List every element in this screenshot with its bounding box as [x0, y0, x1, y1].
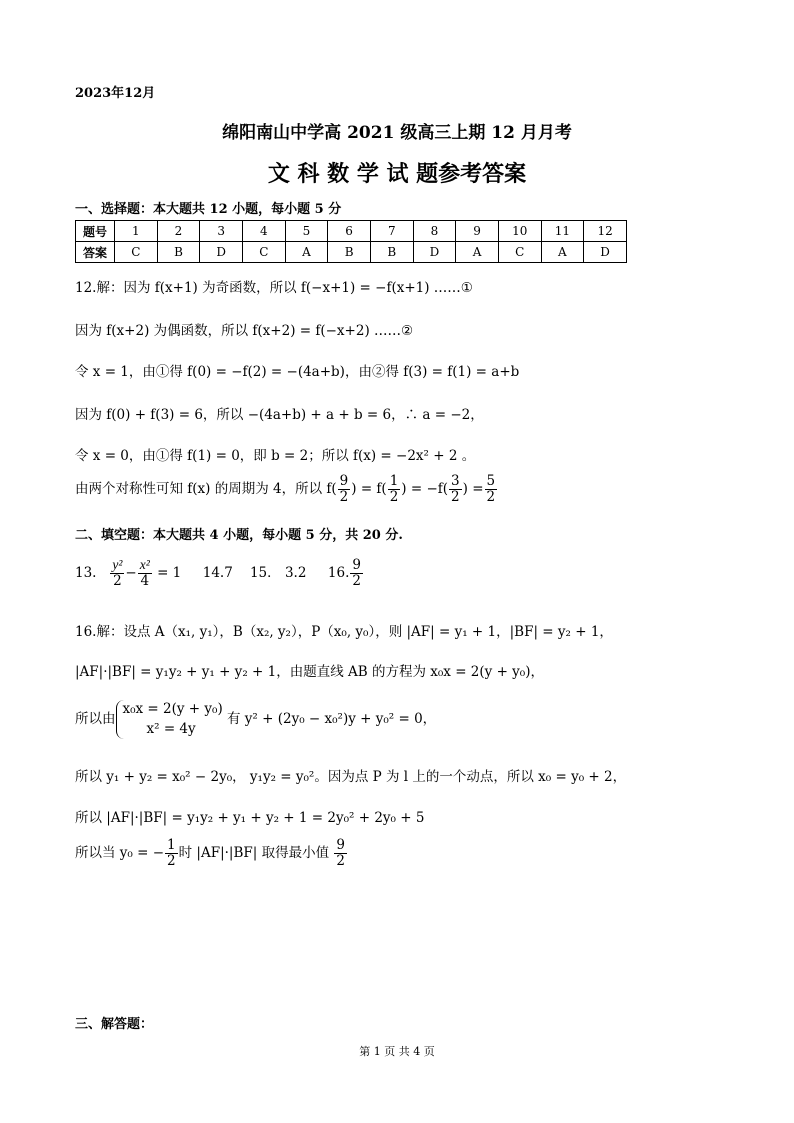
- fraction: $\frac{1}{2}$: [167, 837, 176, 869]
- q15-answer: 15． 3.2: [249, 564, 307, 581]
- answer-cell: A: [456, 242, 499, 263]
- q16-line-1: 16.解：设点 A（x₁, y₁），B（x₂, y₂），P（x₀, y₀），则 |AF| = y₁ + 1，|BF| = y₂ + 1，: [75, 624, 613, 640]
- question-number: 8: [413, 221, 456, 242]
- answer-table-number-row: [76, 221, 627, 242]
- answer-cell: B: [328, 242, 371, 263]
- answer-cell: C: [242, 242, 285, 263]
- q16-line-2: |AF|·|BF| = y₁y₂ + y₁ + y₂ + 1，由题直线 AB 的方程为 x₀x = 2(y + y₀)，: [75, 664, 544, 680]
- answer-cell: C: [115, 242, 158, 263]
- answer-cell: B: [370, 242, 413, 263]
- q12-line-1: 12.解：因为 f(x+1) 为奇函数，所以 f(−x+1) = −f(x+1) ……①: [75, 280, 473, 296]
- question-number: 7: [370, 221, 413, 242]
- answer-cell: A: [541, 242, 584, 263]
- q16-line-6: 所以当 y₀ = − $\frac{1}{2}$ 时 |AF|·|BF| 取得最小值 $\frac{9}{2}$: [75, 837, 346, 869]
- q12-line-3: 令 x = 1，由①得 f(0) = −f(2) = −(4a+b)，由②得 f(3) = f(1) = a+b: [75, 364, 520, 380]
- q12-line-4: 因为 f(0) + f(3) = 6，所以 −(4a+b) + a + b = 6，∴ a = −2，: [75, 407, 484, 423]
- question-number: 11: [541, 221, 584, 242]
- answer-cell: D: [584, 242, 627, 263]
- page-footer: 第 1 页 共 4 页: [359, 1045, 435, 1058]
- q14-answer: 14.7: [202, 564, 233, 581]
- fraction: $\frac{3}{2}$: [451, 473, 460, 505]
- question-number: 2: [157, 221, 200, 242]
- question-number: 5: [285, 221, 328, 242]
- q12-line-5: 令 x = 0，由①得 f(1) = 0，即 b = 2；所以 f(x) = −2x² + 2 。: [75, 448, 476, 464]
- fraction: $\frac{9}{2}$: [336, 837, 346, 869]
- answer-table-answer-row: [76, 242, 627, 263]
- fraction: $\frac{\text{y²}}{2}$: [112, 557, 123, 589]
- table-row-label: 题号: [76, 221, 115, 242]
- answer-cell: D: [200, 242, 243, 263]
- answer-cell: D: [413, 242, 456, 263]
- q12-line-6: 由两个对称性可知 f(x) 的周期为 4，所以 f( $\frac{9}{2}$ ) = f( $\frac{1}{2}$ ) = −f( $\frac{3}{2}$ ) = $\frac{5}{2}$: [75, 473, 496, 505]
- question-number: 6: [328, 221, 371, 242]
- fill-answers-line: 13. $\frac{\text{y²}}{2}$ − $\frac{\text{x²}}{4}$ = 1 14.7 15． 3.2 16. $\frac{9}{2}$: [75, 557, 361, 589]
- exam-date: 2023年12月: [75, 86, 156, 101]
- section-choice-title: 一、选择题：本大题共 12 小题，每小题 5 分: [75, 202, 342, 217]
- answer-cell: B: [157, 242, 200, 263]
- q16-line-5: 所以 |AF|·|BF| = y₁y₂ + y₁ + y₂ + 1 = 2y₀² + 2y₀ + 5: [75, 810, 425, 826]
- question-number: 12: [584, 221, 627, 242]
- fraction: $\frac{1}{2}$: [389, 473, 399, 505]
- question-number: 1: [115, 221, 158, 242]
- section-fill-title: 二、填空题：本大题共 4 小题，每小题 5 分，共 20 分.: [75, 528, 403, 543]
- answer-cell: C: [498, 242, 541, 263]
- fraction: $\frac{9}{2}$: [352, 557, 361, 589]
- question-number: 9: [456, 221, 499, 242]
- question-number: 10: [498, 221, 541, 242]
- fraction: $\frac{\text{x²}}{4}$: [139, 557, 150, 589]
- question-number: 3: [200, 221, 243, 242]
- exam-subtitle: 文 科 数 学 试 题参考答案: [267, 161, 527, 187]
- fraction: $\frac{5}{2}$: [486, 473, 496, 505]
- answer-table: [75, 220, 627, 263]
- q12-period-text: 由两个对称性可知 f(x) 的周期为 4，所以 f(: [75, 480, 337, 497]
- q12-line-2: 因为 f(x+2) 为偶函数，所以 f(x+2) = f(−x+2) ……②: [75, 323, 414, 339]
- question-number: 4: [242, 221, 285, 242]
- answer-cell: A: [285, 242, 328, 263]
- q16-line-3: 所以由 x₀x = 2(y + y₀) x² = 4y 有 y² + (2y₀ − x₀²)y + y₀² = 0，: [75, 700, 436, 739]
- fraction: $\frac{9}{2}$: [339, 473, 349, 505]
- section-solve-title: 三、解答题：: [75, 1017, 154, 1032]
- q16-line-4: 所以 y₁ + y₂ = x₀² − 2y₀， y₁y₂ = y₀²。因为点 P 为 l 上的一个动点，所以 x₀ = y₀ + 2，: [75, 769, 627, 785]
- exam-title: 绵阳南山中学高 2021 级高三上期 12 月月考: [222, 123, 572, 143]
- equation-system: x₀x = 2(y + y₀) x² = 4y: [116, 700, 223, 739]
- table-row-label: 答案: [76, 242, 115, 263]
